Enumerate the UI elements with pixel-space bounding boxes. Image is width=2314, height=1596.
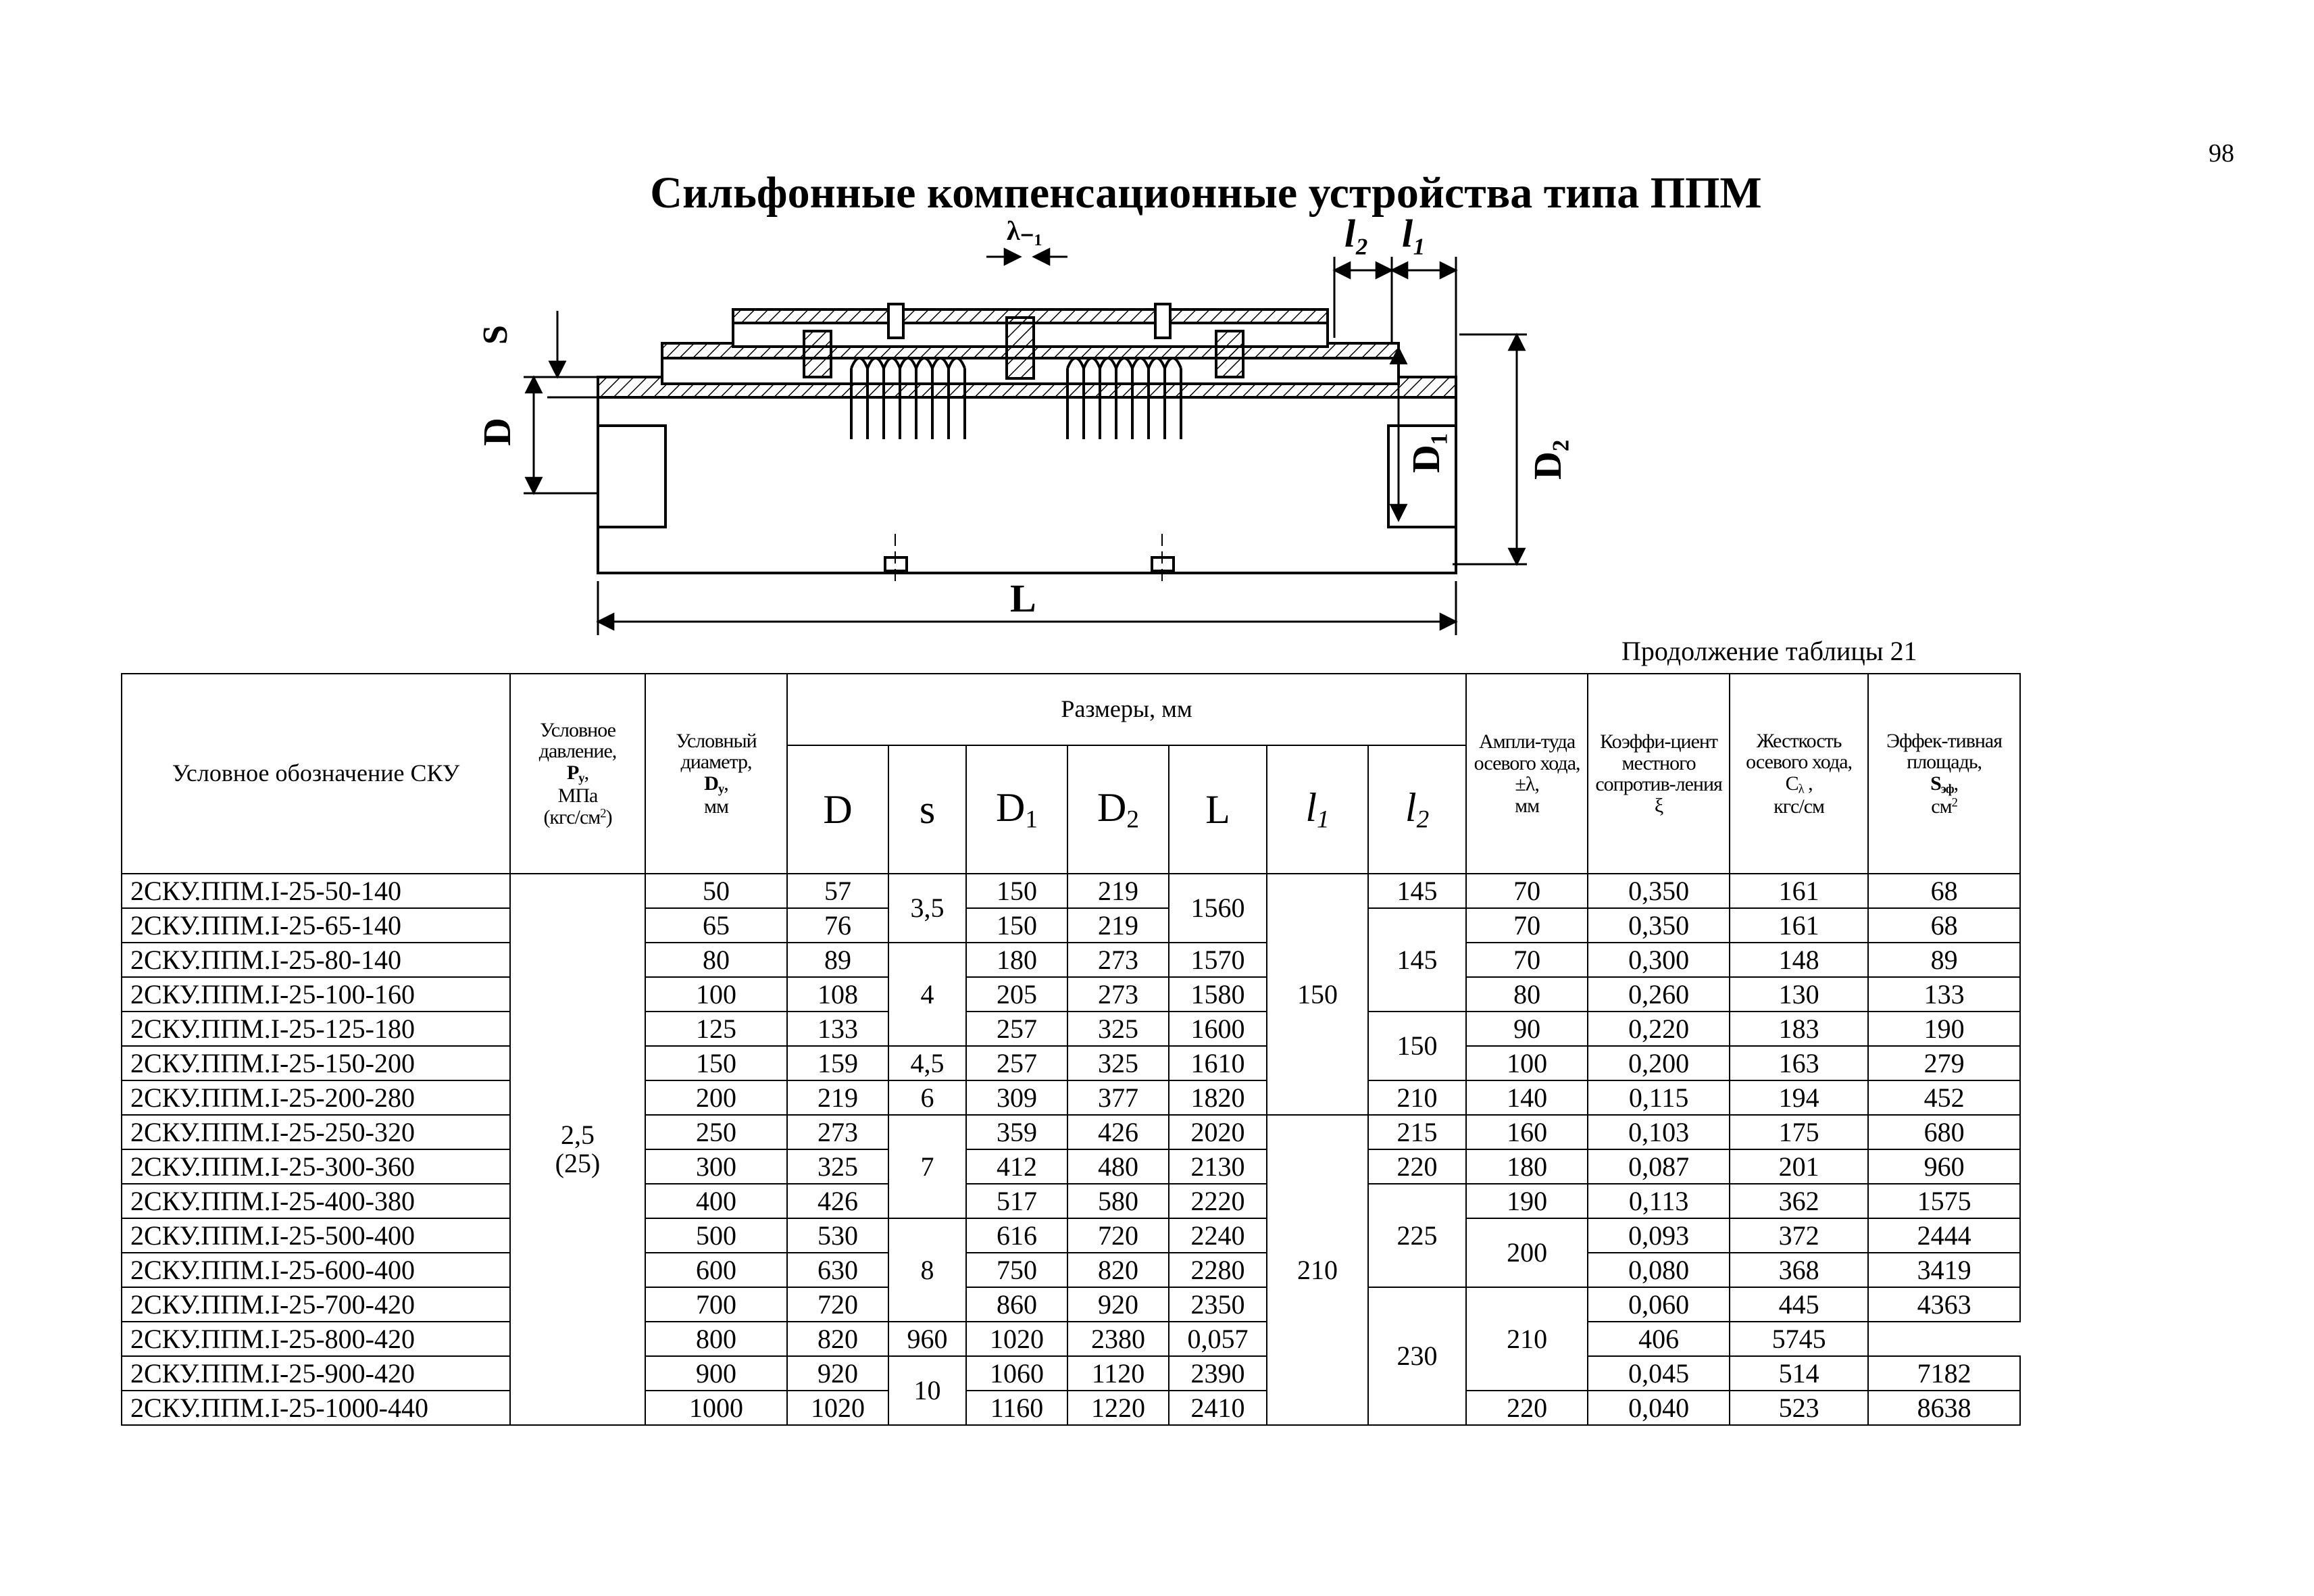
table-cell: 480 — [1067, 1149, 1169, 1184]
table-cell: 89 — [1868, 943, 2020, 977]
table-cell: 200 — [645, 1080, 787, 1115]
header-col-d1: $D_1$ — [966, 745, 1067, 874]
table-cell: 630 — [787, 1253, 888, 1287]
table-cell: 1020 — [966, 1322, 1067, 1356]
designation-cell: 2СКУ.ППМ.I-25-600-400 — [122, 1253, 510, 1287]
table-cell: 0,300 — [1588, 943, 1730, 977]
table-cell: 219 — [1067, 908, 1169, 943]
table-cell: 300 — [645, 1149, 787, 1184]
table-cell: 150 — [1267, 874, 1368, 1115]
table-row — [122, 874, 2020, 908]
table-cell: 1000 — [645, 1391, 787, 1425]
table-cell: 2020 — [1169, 1115, 1267, 1149]
table-cell: 273 — [1067, 977, 1169, 1012]
table-cell: 0,113 — [1588, 1184, 1730, 1218]
table-cell: 0,045 — [1588, 1356, 1730, 1391]
header-designation: Условное обозначение СКУ — [122, 674, 510, 874]
table-cell: 10 — [888, 1356, 966, 1425]
table-cell: 133 — [787, 1012, 888, 1046]
table-cell: 720 — [787, 1287, 888, 1322]
table-cell: 426 — [1067, 1115, 1169, 1149]
table-cell: 530 — [787, 1218, 888, 1253]
lambda-label: λ₋₁ — [1007, 216, 1042, 246]
header-coefficient: Коэффи-циент местного сопротив-ления ξ — [1588, 674, 1730, 874]
table-cell: 161 — [1730, 908, 1868, 943]
table-cell: 148 — [1730, 943, 1868, 977]
l1-label: l₁ — [1402, 211, 1427, 255]
header-amplitude: Ампли-туда осевого хода, ±λ, мм — [1466, 674, 1588, 874]
table-cell: 8638 — [1868, 1391, 2020, 1425]
table-cell: 377 — [1067, 1080, 1169, 1115]
table-cell: 150 — [966, 908, 1067, 943]
table-cell: 0,057 — [1169, 1322, 1267, 1356]
pressure-cell: 2,5 (25) — [510, 874, 645, 1425]
table-cell: 2444 — [1868, 1218, 2020, 1253]
table-cell: 250 — [645, 1115, 787, 1149]
table-cell: 0,350 — [1588, 874, 1730, 908]
table-cell: 210 — [1466, 1287, 1588, 1391]
table-cell: 2130 — [1169, 1149, 1267, 1184]
table-cell: 6 — [888, 1080, 966, 1115]
table-cell: 219 — [1067, 874, 1169, 908]
table-cell: 133 — [1868, 977, 2020, 1012]
table-cell: 220 — [1466, 1391, 1588, 1425]
table-row — [122, 1046, 2020, 1080]
table-cell: 523 — [1730, 1391, 1868, 1425]
table-cell: 1220 — [1067, 1391, 1169, 1425]
table-cell: 960 — [1868, 1149, 2020, 1184]
page-title: Сильфонные компенсационные устройства типа ППМ — [650, 168, 1762, 218]
header-dimensions: Размеры, мм — [787, 674, 1466, 745]
table-row — [122, 1184, 2020, 1218]
table-cell: 700 — [645, 1287, 787, 1322]
table-cell: 70 — [1466, 943, 1588, 977]
table-cell: 0,260 — [1588, 977, 1730, 1012]
table-cell: 160 — [1466, 1115, 1588, 1149]
table-cell: 400 — [645, 1184, 787, 1218]
table-cell: 580 — [1067, 1184, 1169, 1218]
table-cell: 362 — [1730, 1184, 1868, 1218]
table-cell: 3,5 — [888, 874, 966, 943]
table-cell: 2280 — [1169, 1253, 1267, 1287]
table-cell: 0,115 — [1588, 1080, 1730, 1115]
table-cell: 210 — [1368, 1080, 1466, 1115]
d1-label: D₁ — [1404, 432, 1448, 473]
table-cell: 215 — [1368, 1115, 1466, 1149]
continuation-note: Продолжение таблицы 21 — [1621, 636, 1917, 666]
table-cell: 2220 — [1169, 1184, 1267, 1218]
table-row — [122, 1149, 2020, 1184]
table-cell: 7182 — [1868, 1356, 2020, 1391]
table-row — [122, 1253, 2020, 1287]
table-cell: 1120 — [1067, 1356, 1169, 1391]
table-cell: 3419 — [1868, 1253, 2020, 1287]
table-row — [122, 943, 2020, 977]
table-row — [122, 977, 2020, 1012]
table-cell: 100 — [645, 977, 787, 1012]
table-row — [122, 1218, 2020, 1253]
table-cell: 960 — [888, 1322, 966, 1356]
table-cell: 50 — [645, 874, 787, 908]
table-cell: 159 — [787, 1046, 888, 1080]
header-diameter: Условный диаметр, $D_у$, мм — [645, 674, 787, 874]
table-cell: 1820 — [1169, 1080, 1267, 1115]
designation-cell: 2СКУ.ППМ.I-25-800-420 — [122, 1322, 510, 1356]
designation-cell: 2СКУ.ППМ.I-25-250-320 — [122, 1115, 510, 1149]
header-col-l: L — [1169, 745, 1267, 874]
header-pressure: Условное давление, $P_у$, МПа $(кгс/см^2)$ — [510, 674, 645, 874]
table-cell: 163 — [1730, 1046, 1868, 1080]
table-cell: 80 — [1466, 977, 1588, 1012]
table-cell: 372 — [1730, 1218, 1868, 1253]
designation-cell: 2СКУ.ППМ.I-25-300-360 — [122, 1149, 510, 1184]
d-label: D — [475, 418, 519, 446]
table-cell: 279 — [1868, 1046, 2020, 1080]
table-cell: 325 — [787, 1149, 888, 1184]
specification-table — [121, 673, 2021, 1426]
header-col-d: D — [787, 745, 888, 874]
table-cell: 1020 — [787, 1391, 888, 1425]
table-cell: 5745 — [1730, 1322, 1868, 1356]
table-cell: 514 — [1730, 1356, 1868, 1391]
table-cell: 230 — [1368, 1287, 1466, 1425]
table-cell: 205 — [966, 977, 1067, 1012]
table-cell: 145 — [1368, 908, 1466, 1012]
table-cell: 125 — [645, 1012, 787, 1046]
table-cell: 65 — [645, 908, 787, 943]
table-cell: 225 — [1368, 1184, 1466, 1287]
table-cell: 4363 — [1868, 1287, 2020, 1322]
table-cell: 426 — [787, 1184, 888, 1218]
table-cell: 1160 — [966, 1391, 1067, 1425]
table-row — [122, 1080, 2020, 1115]
table-cell: 0,103 — [1588, 1115, 1730, 1149]
table-cell: 8 — [888, 1218, 966, 1322]
table-cell: 161 — [1730, 874, 1868, 908]
table-cell: 4,5 — [888, 1046, 966, 1080]
table-cell: 920 — [1067, 1287, 1169, 1322]
table-cell: 900 — [645, 1356, 787, 1391]
table-cell: 70 — [1466, 874, 1588, 908]
table-cell: 452 — [1868, 1080, 2020, 1115]
table-cell: 1610 — [1169, 1046, 1267, 1080]
table-cell: 68 — [1868, 874, 2020, 908]
table-cell: 200 — [1466, 1218, 1588, 1287]
table-cell: 359 — [966, 1115, 1067, 1149]
table-cell: 140 — [1466, 1080, 1588, 1115]
table-row — [122, 1356, 2020, 1391]
table-row — [122, 1115, 2020, 1149]
length-label: L — [1010, 576, 1036, 620]
designation-cell: 2СКУ.ППМ.I-25-900-420 — [122, 1356, 510, 1391]
table-cell: 150 — [966, 874, 1067, 908]
table-cell: 2410 — [1169, 1391, 1267, 1425]
table-cell: 750 — [966, 1253, 1067, 1287]
table-cell: 150 — [645, 1046, 787, 1080]
designation-cell: 2СКУ.ППМ.I-25-50-140 — [122, 874, 510, 908]
designation-cell: 2СКУ.ППМ.I-25-100-160 — [122, 977, 510, 1012]
table-cell: 57 — [787, 874, 888, 908]
l2-label: l₂ — [1344, 211, 1369, 255]
table-row — [122, 908, 2020, 943]
designation-cell: 2СКУ.ППМ.I-25-65-140 — [122, 908, 510, 943]
table-cell: 2350 — [1169, 1287, 1267, 1322]
table-cell: 820 — [787, 1322, 888, 1356]
table-row — [122, 1391, 2020, 1425]
table-cell: 220 — [1368, 1149, 1466, 1184]
table-row — [122, 1322, 2020, 1356]
table-cell: 194 — [1730, 1080, 1868, 1115]
table-cell: 257 — [966, 1012, 1067, 1046]
table-cell: 68 — [1868, 908, 2020, 943]
compensator-drawing — [473, 203, 1621, 662]
table-cell: 76 — [787, 908, 888, 943]
table-cell: 0,093 — [1588, 1218, 1730, 1253]
designation-cell: 2СКУ.ППМ.I-25-500-400 — [122, 1218, 510, 1253]
table-cell: 90 — [1466, 1012, 1588, 1046]
table-cell: 150 — [1368, 1012, 1466, 1080]
header-stiffness: Жесткость осевого хода, $C_\lambda$ , кгс/см — [1730, 674, 1868, 874]
table-cell: 0,080 — [1588, 1253, 1730, 1287]
table-row — [122, 1012, 2020, 1046]
table-cell: 219 — [787, 1080, 888, 1115]
table-cell: 0,060 — [1588, 1287, 1730, 1322]
designation-cell: 2СКУ.ППМ.I-25-80-140 — [122, 943, 510, 977]
table-cell: 70 — [1466, 908, 1588, 943]
table-cell: 145 — [1368, 874, 1466, 908]
d2-label: D₂ — [1526, 439, 1569, 480]
table-cell: 1560 — [1169, 874, 1267, 943]
table-cell: 183 — [1730, 1012, 1868, 1046]
table-cell: 920 — [787, 1356, 888, 1391]
table-cell: 860 — [966, 1287, 1067, 1322]
table-cell: 800 — [645, 1322, 787, 1356]
table-cell: 273 — [1067, 943, 1169, 977]
table-cell: 368 — [1730, 1253, 1868, 1287]
table-cell: 201 — [1730, 1149, 1868, 1184]
table-cell: 180 — [966, 943, 1067, 977]
table-cell: 0,040 — [1588, 1391, 1730, 1425]
table-cell: 175 — [1730, 1115, 1868, 1149]
header-col-l2: $l_2$ — [1368, 745, 1466, 874]
table-cell: 190 — [1868, 1012, 2020, 1046]
table-cell: 180 — [1466, 1149, 1588, 1184]
designation-cell: 2СКУ.ППМ.I-25-150-200 — [122, 1046, 510, 1080]
page-number: 98 — [2209, 139, 2234, 168]
designation-cell: 2СКУ.ППМ.I-25-125-180 — [122, 1012, 510, 1046]
table-cell: 0,087 — [1588, 1149, 1730, 1184]
table-cell: 1060 — [966, 1356, 1067, 1391]
table-cell: 2380 — [1067, 1322, 1169, 1356]
table-cell: 0,220 — [1588, 1012, 1730, 1046]
table-cell: 325 — [1067, 1012, 1169, 1046]
table-cell: 412 — [966, 1149, 1067, 1184]
table-cell: 257 — [966, 1046, 1067, 1080]
header-col-d2: $D_2$ — [1067, 745, 1169, 874]
table-cell: 720 — [1067, 1218, 1169, 1253]
table-cell: 600 — [645, 1253, 787, 1287]
table-cell: 1600 — [1169, 1012, 1267, 1046]
table-cell: 7 — [888, 1115, 966, 1218]
designation-cell: 2СКУ.ППМ.I-25-700-420 — [122, 1287, 510, 1322]
table-cell: 325 — [1067, 1046, 1169, 1080]
table-cell: 1580 — [1169, 977, 1267, 1012]
table-cell: 0,350 — [1588, 908, 1730, 943]
table-cell: 4 — [888, 943, 966, 1046]
table-cell: 80 — [645, 943, 787, 977]
table-cell: 1575 — [1868, 1184, 2020, 1218]
table-cell: 130 — [1730, 977, 1868, 1012]
table-cell: 100 — [1466, 1046, 1588, 1080]
header-col-l1: $l_1$ — [1267, 745, 1368, 874]
table-cell: 89 — [787, 943, 888, 977]
table-cell: 210 — [1267, 1115, 1368, 1425]
table-cell: 406 — [1588, 1322, 1730, 1356]
s-label: S — [476, 325, 515, 345]
table-cell: 500 — [645, 1218, 787, 1253]
header-col-s: s — [888, 745, 966, 874]
table-cell: 273 — [787, 1115, 888, 1149]
table-cell: 1570 — [1169, 943, 1267, 977]
table-cell: 445 — [1730, 1287, 1868, 1322]
header-area: Эффек-тивная площадь, $S_{эф}$, $см^2$ — [1868, 674, 2020, 874]
table-cell: 517 — [966, 1184, 1067, 1218]
table-cell: 2390 — [1169, 1356, 1267, 1391]
designation-cell: 2СКУ.ППМ.I-25-200-280 — [122, 1080, 510, 1115]
table-cell: 616 — [966, 1218, 1067, 1253]
designation-cell: 2СКУ.ППМ.I-25-1000-440 — [122, 1391, 510, 1425]
table-cell: 680 — [1868, 1115, 2020, 1149]
table-cell: 820 — [1067, 1253, 1169, 1287]
table-cell: 309 — [966, 1080, 1067, 1115]
table-row — [122, 1287, 2020, 1322]
designation-cell: 2СКУ.ППМ.I-25-400-380 — [122, 1184, 510, 1218]
table-cell: 2240 — [1169, 1218, 1267, 1253]
table-cell: 0,200 — [1588, 1046, 1730, 1080]
table-cell: 108 — [787, 977, 888, 1012]
table-cell: 190 — [1466, 1184, 1588, 1218]
